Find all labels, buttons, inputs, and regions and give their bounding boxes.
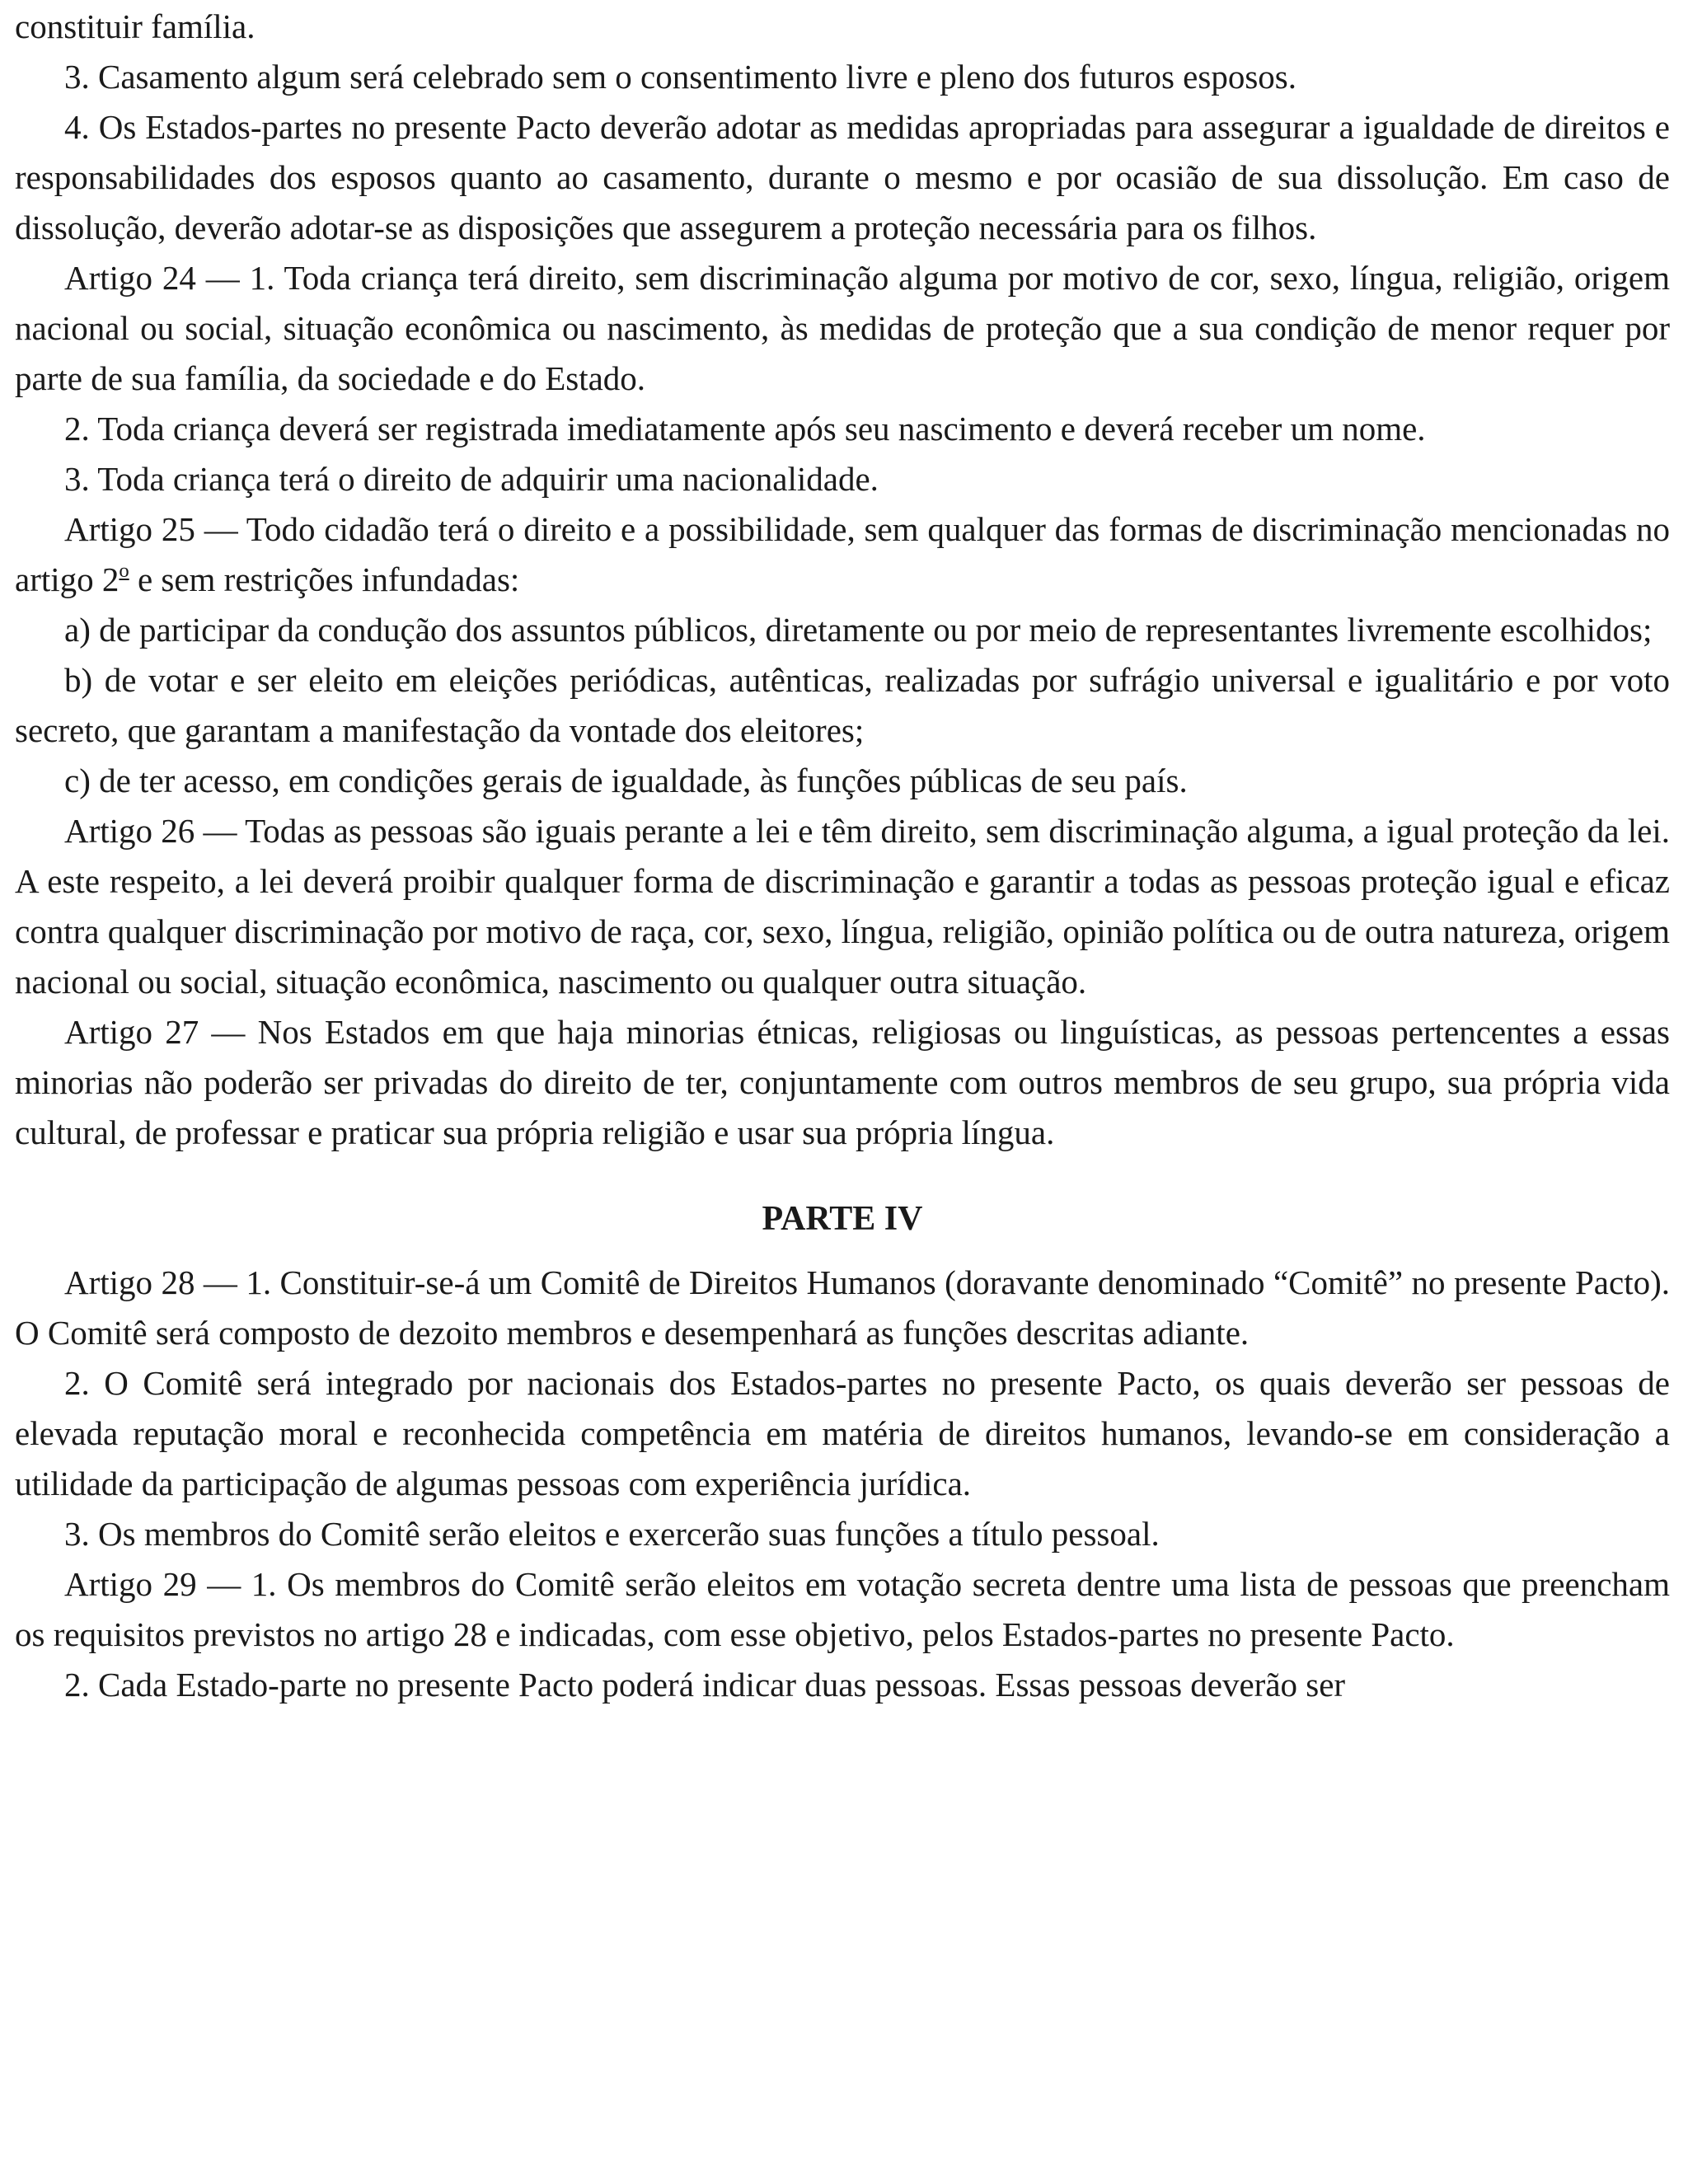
paragraph-continuation: constituir família. bbox=[15, 7, 256, 45]
paragraph-art23-item4: 4. Os Estados-partes no presente Pacto deverão adotar as medidas apropriadas para assegurar a igualdade de direitos e responsabilidades dos esposos quanto ao casamento, durante o mesmo e por ocasião de sua dissolução. Em caso de dissolução, deverão adotar-se as disposições que assegurem a proteção necessária para os filhos. bbox=[15, 108, 1670, 246]
paragraph-art24-item1: Artigo 24 — 1. Toda criança terá direito, sem discriminação alguma por motivo de cor, sexo, língua, religião, origem nacional ou social, situação econômica ou nascimento, às medidas de proteção que a sua condição de menor requer por parte de sua família, da sociedade e do Estado. bbox=[15, 259, 1670, 397]
paragraph-art29-item2: 2. Cada Estado-parte no presente Pacto poderá indicar duas pessoas. Essas pessoas deverão ser bbox=[64, 1666, 1346, 1704]
paragraph-art24-item3: 3. Toda criança terá o direito de adquirir uma nacionalidade. bbox=[64, 460, 879, 498]
section-heading: PARTE IV bbox=[762, 1200, 923, 1238]
paragraph-art25-item-b: b) de votar e ser eleito em eleições periódicas, autênticas, realizadas por sufrágio universal e igualitário e por voto secreto, que garantam a manifestação da vontade dos eleitores; bbox=[15, 661, 1670, 749]
paragraph-art23-item3: 3. Casamento algum será celebrado sem o consentimento livre e pleno dos futuros esposos. bbox=[64, 58, 1296, 96]
ordinal-superscript: o bbox=[119, 559, 129, 582]
paragraph-art25-item-a: a) de participar da condução dos assuntos públicos, diretamente ou por meio de representantes livremente escolhidos; bbox=[64, 611, 1653, 649]
paragraph-art27: Artigo 27 — Nos Estados em que haja minorias étnicas, religiosas ou linguísticas, as pessoas pertencentes a essas minorias não poderão ser privadas do direito de ter, conjuntamente com outros membros de seu grupo, sua própria vida cultural, de professar e praticar sua própria religião e usar sua própria língua. bbox=[15, 1013, 1670, 1151]
paragraph-art28-item1: Artigo 28 — 1. Constituir-se-á um Comitê de Direitos Humanos (doravante denominado “Comitê” no presente Pacto). O Comitê será composto de dezoito membros e desempenhará as funções descritas adiante. bbox=[15, 1263, 1670, 1352]
art25-intro-text: Artigo 25 — Todo cidadão terá o direito e a possibilidade, sem qualquer das formas de discriminação mencionadas no artigo 2 bbox=[15, 510, 1670, 598]
paragraph-art28-item2: 2. O Comitê será integrado por nacionais dos Estados-partes no presente Pacto, os quais deverão ser pessoas de elevada reputação moral e reconhecida competência em matéria de direitos humanos, levando-se em consideração a utilidade da participação de algumas pessoas com experiência jurídica. bbox=[15, 1364, 1670, 1502]
paragraph-art29-item1: Artigo 29 — 1. Os membros do Comitê serão eleitos em votação secreta dentre uma lista de pessoas que preencham os requisitos previstos no artigo 28 e indicadas, com esse objetivo, pelos Estados-partes no presente Pacto. bbox=[15, 1565, 1670, 1653]
art25-intro-tail: e sem restrições infundadas: bbox=[129, 560, 520, 598]
document-page bbox=[15, 2, 1670, 1710]
paragraph-art25-intro bbox=[15, 504, 1670, 605]
paragraph-art26: Artigo 26 — Todas as pessoas são iguais perante a lei e têm direito, sem discriminação alguma, a igual proteção da lei. A este respeito, a lei deverá proibir qualquer forma de discriminação e garantir a todas as pessoas proteção igual e eficaz contra qualquer discriminação por motivo de raça, cor, sexo, língua, religião, opinião política ou de outra natureza, origem nacional ou social, situação econômica, nascimento ou qualquer outra situação. bbox=[15, 812, 1670, 1001]
paragraph-art25-item-c: c) de ter acesso, em condições gerais de igualdade, às funções públicas de seu país. bbox=[64, 762, 1188, 799]
paragraph-art28-item3: 3. Os membros do Comitê serão eleitos e exercerão suas funções a título pessoal. bbox=[64, 1515, 1160, 1553]
paragraph-art24-item2: 2. Toda criança deverá ser registrada imediatamente após seu nascimento e deverá receber um nome. bbox=[64, 410, 1426, 448]
